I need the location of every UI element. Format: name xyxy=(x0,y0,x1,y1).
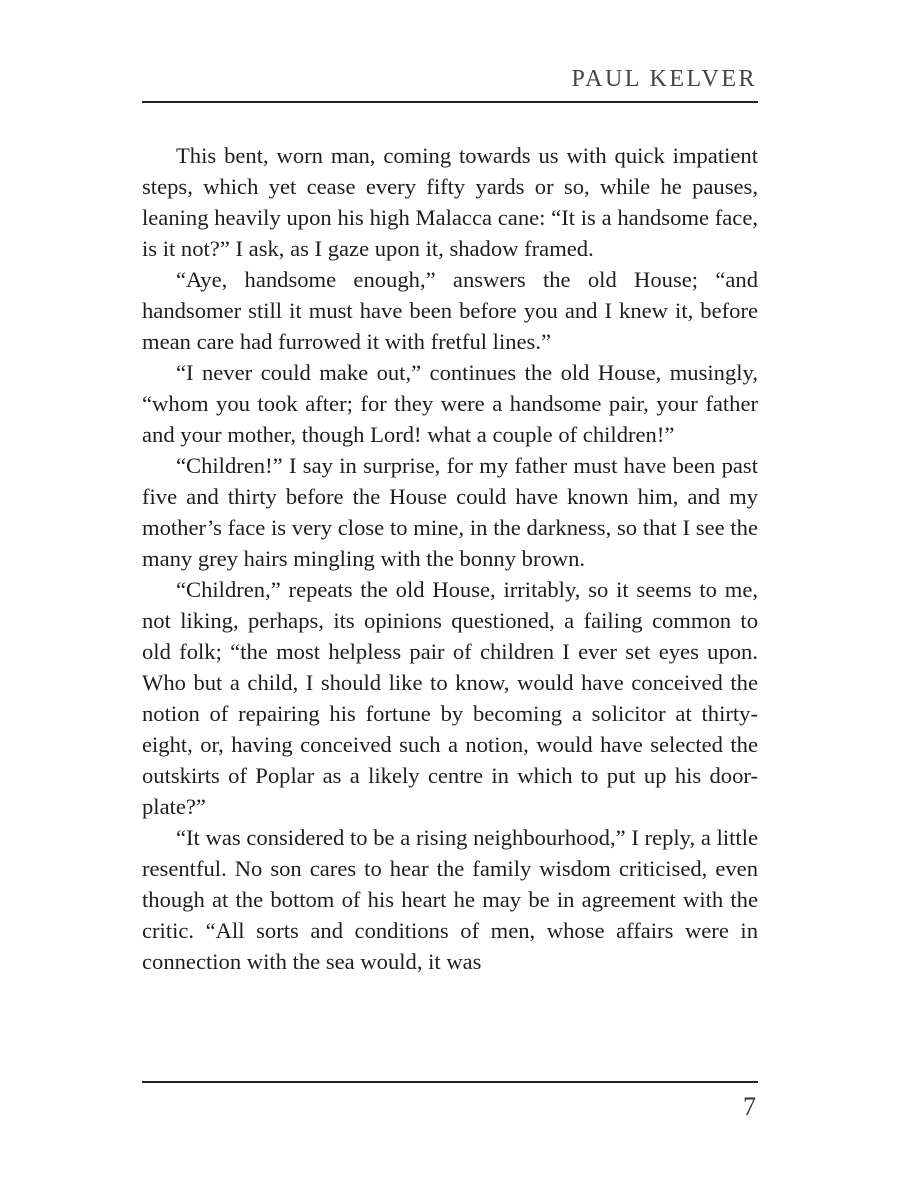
page-number: 7 xyxy=(743,1092,756,1121)
paragraph: “It was considered to be a rising neighbourhood,” I reply, a little resentful. No son cares to hear the family wisdom criticised, even though at the bottom of his heart he may be in agreement with the critic. “All sorts and conditions of men, whose affairs were in connection with the sea would, it was xyxy=(142,825,758,974)
running-title: PAUL KELVER xyxy=(571,66,757,92)
paragraph: “Children,” repeats the old House, irritably, so it seems to me, not liking, perhaps, its opinions questioned, a failing common to old folk; “the most helpless pair of children I ever set eyes upon. Who but a child, I should like to know, would have conceived the notion of repairing his fortune by becoming a solicitor at thirty-eight, or, having conceived such a notion, would have selected the outskirts of Poplar as a likely centre in which to put up his door-plate?” xyxy=(142,577,758,819)
footer-rule xyxy=(142,1081,758,1083)
paragraph: “Aye, handsome enough,” answers the old House; “and handsomer still it must have been before you and I knew it, before mean care had furrowed it with fretful lines.” xyxy=(142,267,758,354)
header-rule xyxy=(142,101,758,103)
paragraph: This bent, worn man, coming towards us with quick impatient steps, which yet cease every fifty yards or so, while he pauses, leaning heavily upon his high Malacca cane: “It is a handsome face, is it not?” I ask, as I gaze upon it, shadow framed. xyxy=(142,143,758,261)
paragraph: “Children!” I say in surprise, for my father must have been past five and thirty before the House could have known him, and my mother’s face is very close to mine, in the darkness, so that I see the many grey hairs mingling with the bonny brown. xyxy=(142,453,758,571)
body-text xyxy=(142,140,758,977)
paragraph: “I never could make out,” continues the old House, musingly, “whom you took after; for they were a handsome pair, your father and your mother, though Lord! what a couple of children!” xyxy=(142,360,758,447)
